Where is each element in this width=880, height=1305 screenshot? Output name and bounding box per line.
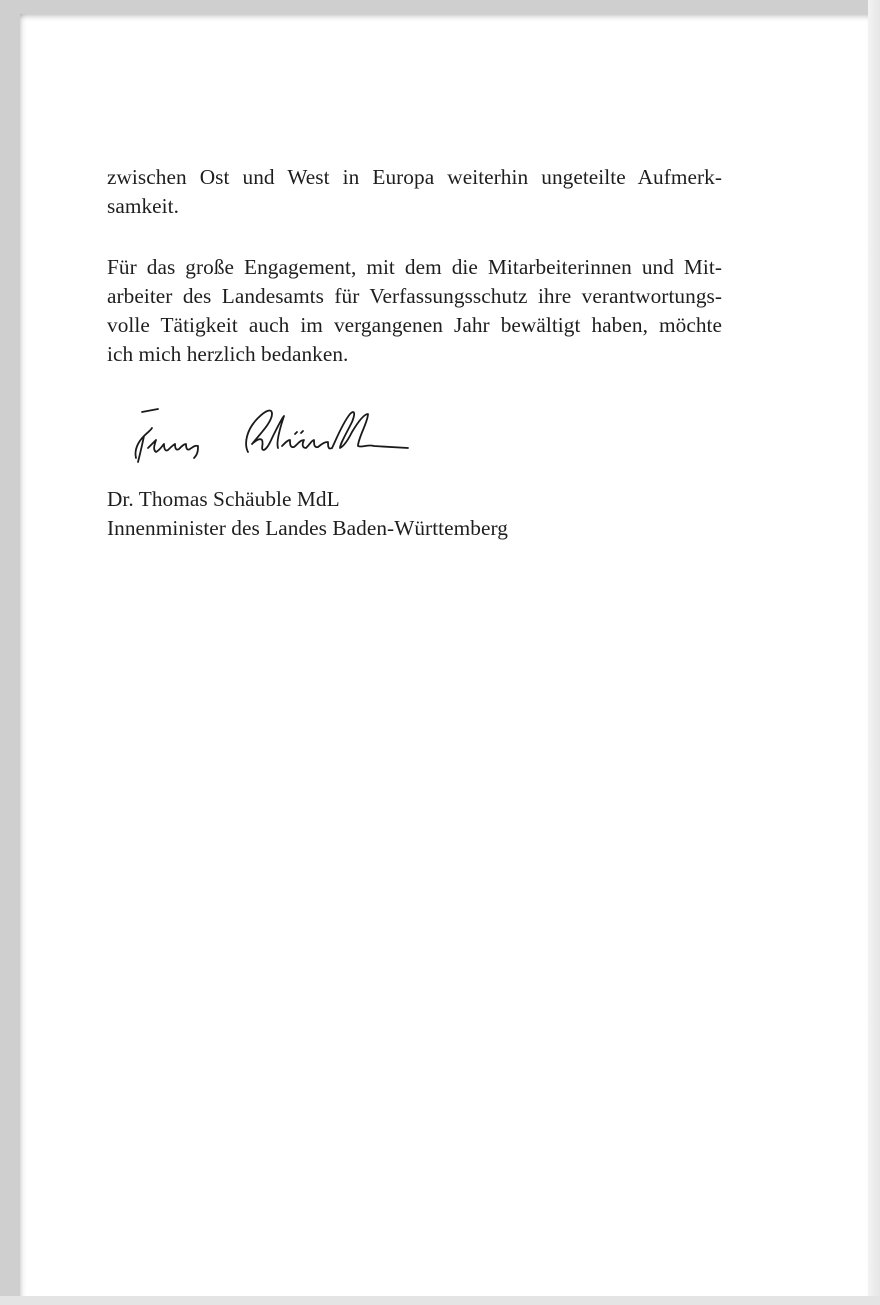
text-line: Für das große Engagement, mit dem die Mitarbeiterinnen und Mit-: [107, 255, 722, 279]
page-edge-right: [868, 0, 880, 1305]
page-edge-bottom: [0, 1296, 880, 1305]
signatory-name: Dr. Thomas Schäuble MdL: [107, 487, 340, 511]
signature-block: [107, 485, 722, 543]
paragraph-closing-sentence: [107, 163, 722, 221]
text-line: ich mich herzlich bedanken.: [107, 342, 349, 366]
handwritten-signature: [118, 392, 418, 472]
text-line: samkeit.: [107, 194, 179, 218]
text-line: arbeiter des Landesamts für Verfassungsschutz ihre verantwortungs-: [107, 284, 722, 308]
signatory-title: Innenminister des Landes Baden-Württemberg: [107, 516, 508, 540]
paragraph-thanks: [107, 253, 722, 369]
text-line: zwischen Ost und West in Europa weiterhin ungeteilte Aufmerk-: [107, 165, 722, 189]
text-line: volle Tätigkeit auch im vergangenen Jahr bewältigt haben, möchte: [107, 313, 722, 337]
